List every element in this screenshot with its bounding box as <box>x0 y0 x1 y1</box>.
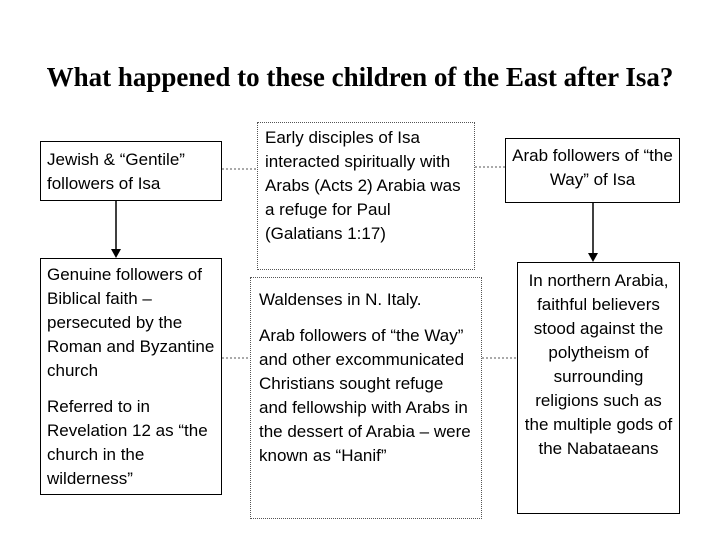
box-northern-arabia-believers <box>517 262 680 514</box>
box-jewish-gentile-followers <box>40 141 222 201</box>
box-arab-followers-of-the-way <box>505 138 680 203</box>
arrow-right-head <box>588 253 598 262</box>
arrow-left-head <box>111 249 121 258</box>
box-paragraph: Waldenses in N. Italy. <box>259 290 422 309</box>
box-text: Jewish & “Gentile” followers of Isa <box>47 150 185 193</box>
box-waldenses-hanif <box>250 277 482 519</box>
box-paragraph: Genuine followers of Biblical faith – persecuted by the Roman and Byzantine church <box>47 265 215 380</box>
box-text: In northern Arabia, faithful believers stood against the polytheism of surrounding religions such as the multiple gods of the Nabataeans <box>524 271 673 458</box>
slide-title: What happened to these children of the East after Isa? <box>46 62 674 92</box>
box-paragraph: Arab followers of “the Way” and other excommunicated Christians sought refuge and fellowship with Arabs in the dessert of Arabia – were known as “Hanif” <box>259 326 471 465</box>
box-genuine-followers <box>40 258 222 495</box>
box-text: Arab followers of “the Way” of Isa <box>512 146 673 189</box>
box-paragraph: Referred to in Revelation 12 as “the church in the wilderness” <box>47 397 208 488</box>
box-text: Early disciples of Isa interacted spiritually with Arabs (Acts 2) Arabia was a refuge for Paul (Galatians 1:17) <box>265 128 461 243</box>
box-early-disciples <box>257 122 475 270</box>
